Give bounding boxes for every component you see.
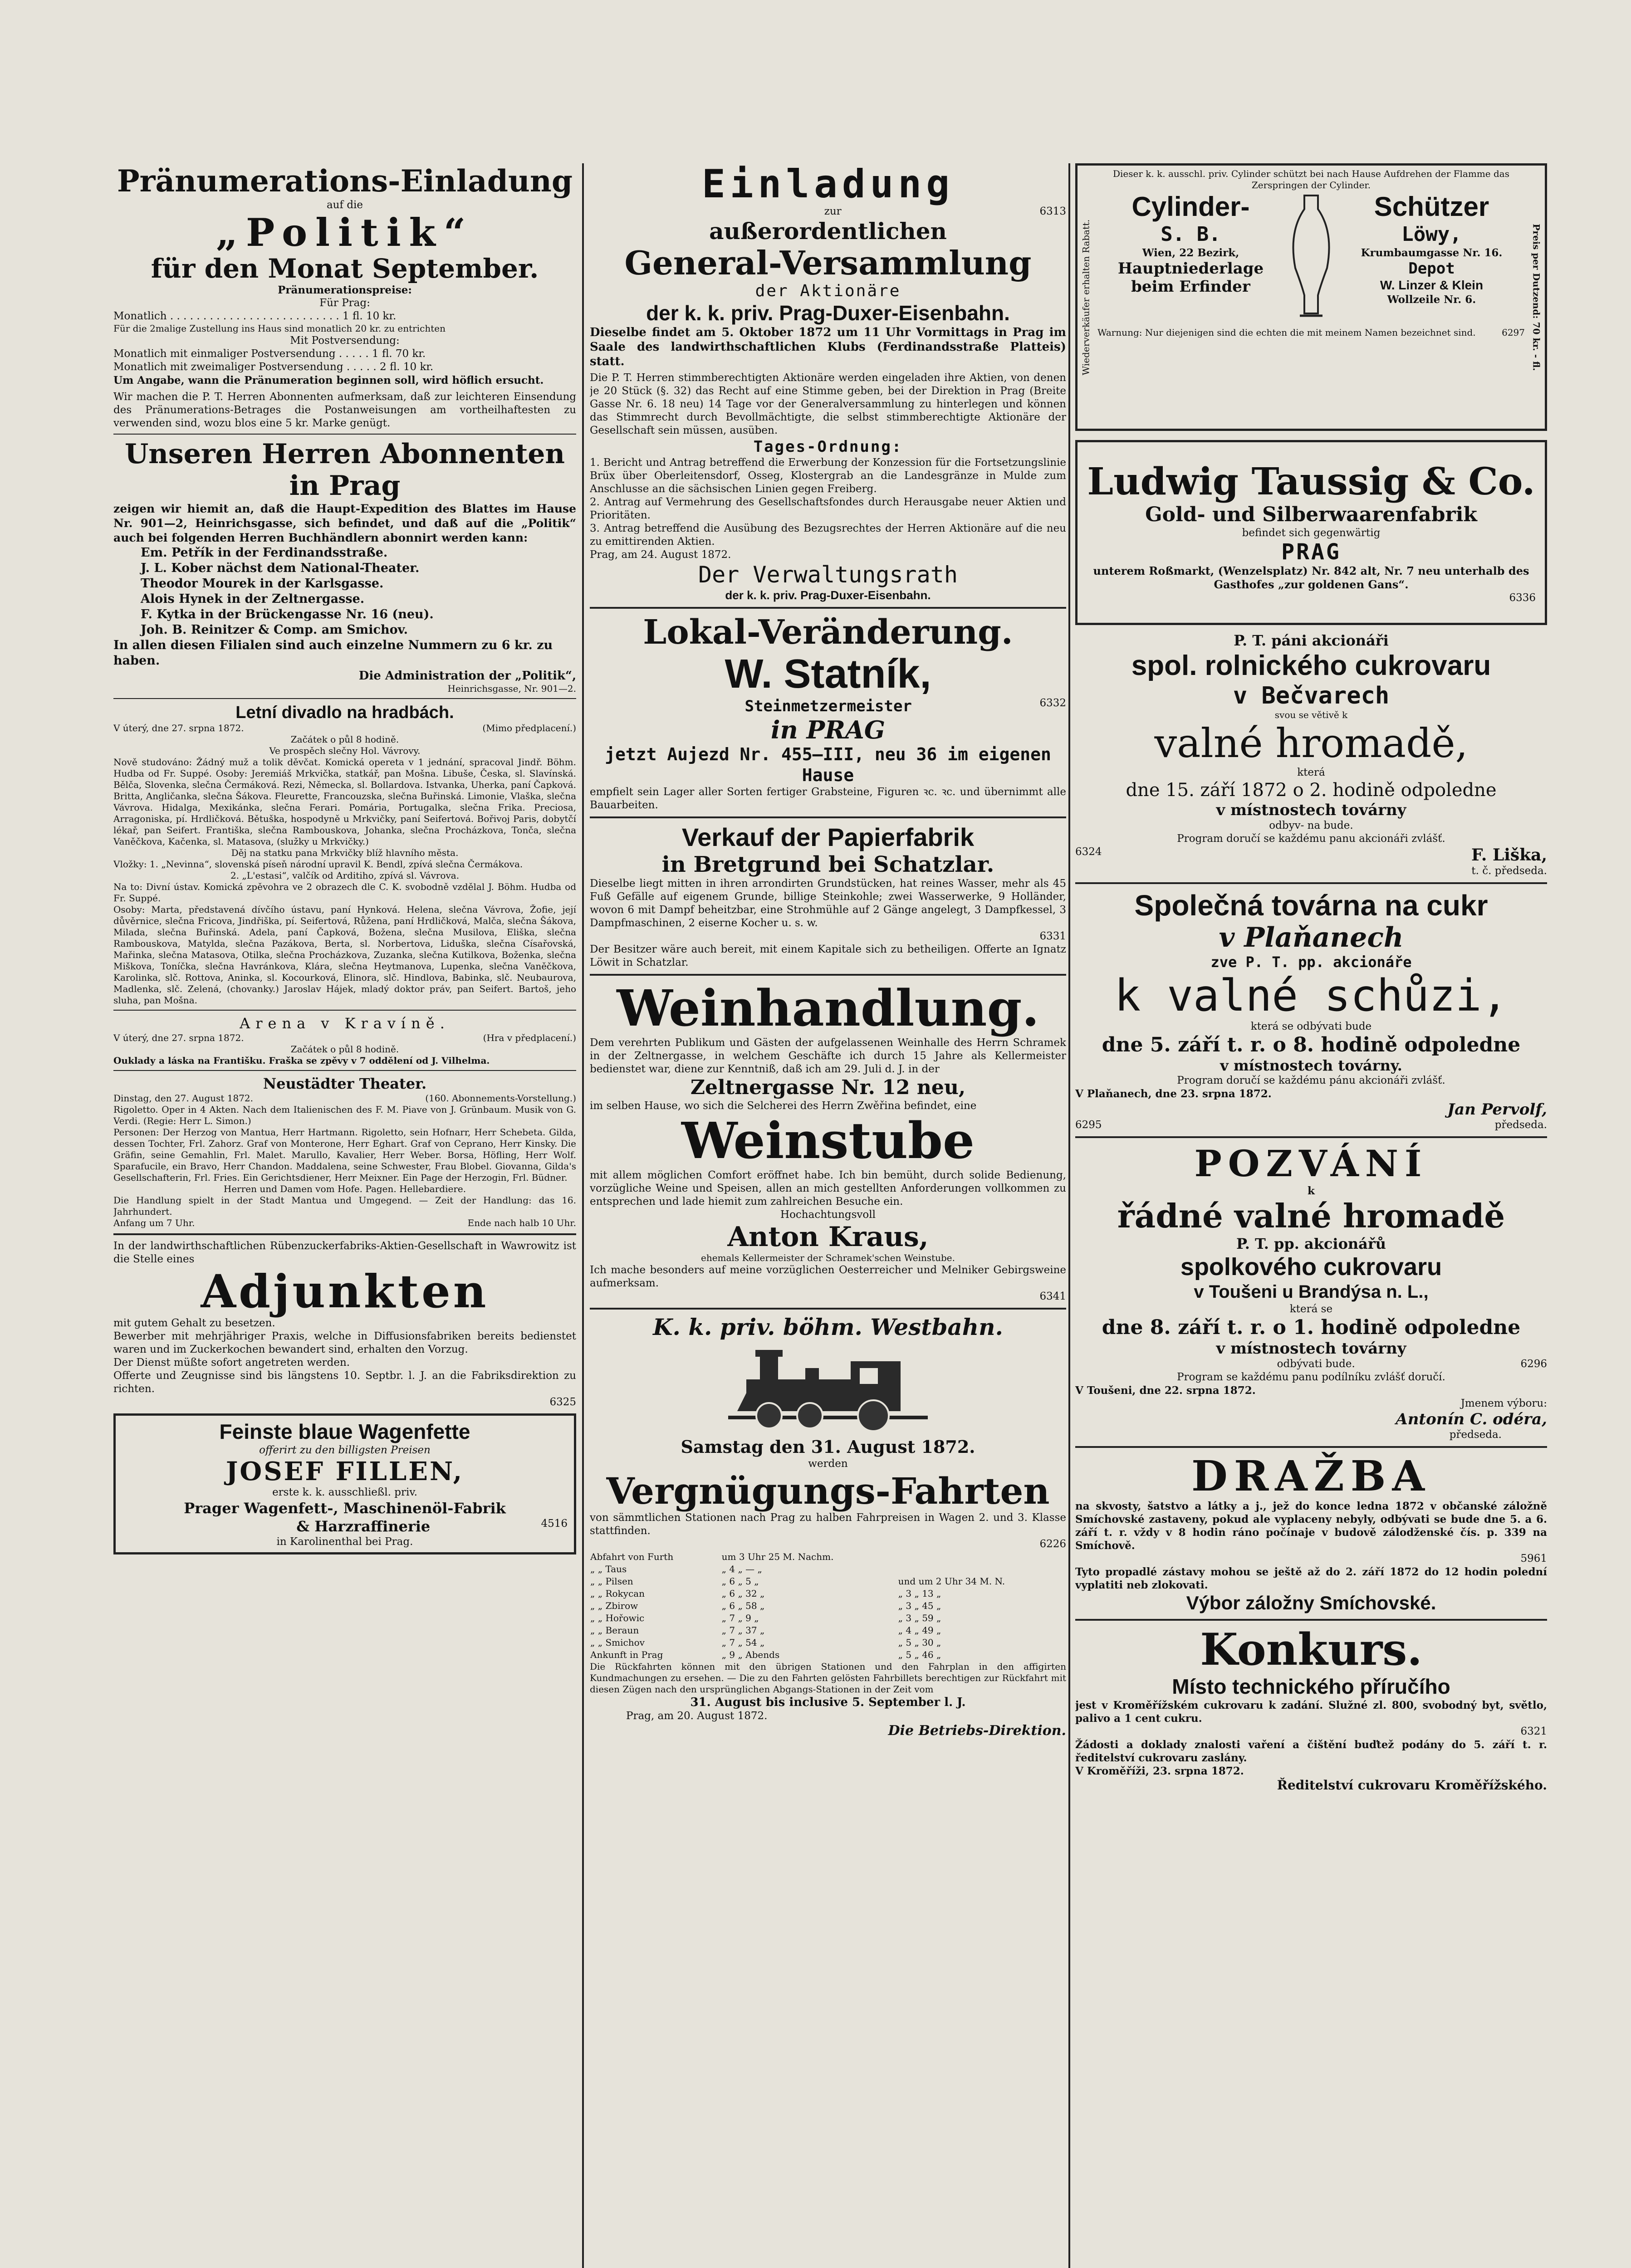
text: Vložky: 1. „Nevinna“, slovenská píseň národní upravil K. Bendl, zpívá slečna Čermákova. xyxy=(113,859,523,870)
cell: „ „ Beraun xyxy=(590,1625,639,1636)
text: Anfang um 7 Uhr. xyxy=(113,1217,195,1228)
text: Die Administration der „Politik“, xyxy=(358,669,576,683)
ad-subtitle: valné hromadě, xyxy=(1154,720,1468,767)
text: předseda. xyxy=(1449,1429,1502,1441)
cell: „ 5 „ 46 „ xyxy=(898,1649,941,1660)
text: Der Dienst müßte sofort angetreten werden. xyxy=(113,1357,350,1369)
ad-subtitle: řádné valné hromadě xyxy=(1117,1197,1505,1235)
theatre-letni xyxy=(113,703,576,1006)
ad-title: Lokal-Veränderung. xyxy=(643,613,1013,652)
ad-subtitle: Vergnügungs-Fahrten xyxy=(606,1470,1050,1512)
ad-adjunkten xyxy=(113,1240,576,1409)
ad-abonnenten xyxy=(113,438,576,694)
text: v Toušeni u Brandýsa n. L., xyxy=(1194,1282,1429,1302)
text: P. T. pp. akcionářů xyxy=(1236,1235,1386,1252)
text: Personen: Der Herzog von Mantua, Herr Hartmann. Rigoletto, sein Hofnarr, Herr Schebeta. Gilda, dessen Tochter, Frl. Zahorz. Graf von Monterone, Herr Eghart. Graf von Ceprano, Herr Kinsky. Die Gräfin, seine Gemahlin, Frl. Malet. Marullo, Kavalier, Herr Weber. Borsa, Höfling, Herr Wolf. Sparafucile, ein Bravo, Herr Chandon. Maddalena, seine Schwester, Frau Blobel. Giovanna, Gilda's Gesellschafterin, Frl. Fries. Ein Gerichtsdiener, Herr Meixner. Ein Page der Herzogin, Frl. Büdner. xyxy=(113,1127,576,1183)
warning-row xyxy=(1097,327,1525,338)
divider xyxy=(113,1233,576,1235)
divider xyxy=(113,698,576,699)
text: Prager Wagenfett-, Maschinenöl-Fabrik xyxy=(184,1500,506,1517)
text: Um Angabe, wann die Pränumeration beginnen soll, wird höflich ersucht. xyxy=(113,374,544,386)
text: k xyxy=(1308,1185,1315,1197)
text: v Bečvarech xyxy=(1233,682,1390,709)
table-row xyxy=(590,1649,1066,1661)
time-row xyxy=(113,1217,576,1229)
ad-number: 6341 xyxy=(1039,1290,1066,1302)
cell: „ „ Rokycan xyxy=(590,1588,645,1599)
ad-number: 4516 xyxy=(541,1518,568,1530)
price-line: Monatlich mit einmaliger Postversendung . . . . . 1 fl. 70 kr. xyxy=(113,348,426,360)
text: ehemals Kellermeister der Schramek'schen Weinstube. xyxy=(700,1252,955,1263)
table-row xyxy=(590,1600,1066,1612)
ad-title: Feinste blaue Wagenfette xyxy=(219,1420,470,1443)
text: Program doručí se každému pánu akcionáři zvlášť. xyxy=(1177,1075,1445,1086)
text: Pränumerationspreise: xyxy=(278,284,412,296)
divider xyxy=(590,1308,1066,1310)
timetable xyxy=(590,1551,1066,1661)
cell xyxy=(898,1563,1066,1575)
cell: „ „ Smichov xyxy=(590,1637,645,1648)
side-text-right xyxy=(1528,166,1545,429)
ad-subtitle: k valné schůzi, xyxy=(1114,970,1508,1021)
divider xyxy=(1075,1136,1547,1138)
text: Wiederverkäufer erhalten Rabatt. xyxy=(1080,219,1092,375)
text: mit allem möglichen Comfort eröffnet habe. Ich bin bemüht, durch solide Bedienung, vorzügliche Weine und Speisen, allen an mich gestellten Anforderungen vollkommen zu entsprechen und lade hiemit zum zahlreichen Besuche ein. xyxy=(590,1169,1066,1207)
table-row xyxy=(590,1563,1066,1575)
text: Preis per Dutzend: 70 kr. - fl. xyxy=(1531,223,1542,371)
text: W. Linzer & Klein xyxy=(1380,278,1484,292)
text: Dieselbe findet am 5. Oktober 1872 um 11 Uhr Vormittags in Prag im Saale des landwirthschaftlichen Klubs (Ferdinandsstraße Platteis) statt. xyxy=(590,326,1066,368)
section-title: Arena v Kravíně. xyxy=(240,1015,450,1032)
text: Začátek o půl 8 hodině. xyxy=(290,734,399,745)
ad-number: 6321 xyxy=(1520,1725,1547,1737)
theatre-arena xyxy=(113,1014,576,1066)
text: dne 8. září t. r. o 1. hodině odpoledne xyxy=(1102,1316,1521,1339)
cylinder-body xyxy=(1097,191,1525,327)
ad-number: 6295 xyxy=(1075,1119,1102,1131)
text: Steinmetzermeister xyxy=(744,697,912,715)
ad-title: Pränumerations-Einladung xyxy=(117,163,573,199)
cell: „ 3 „ 45 „ xyxy=(898,1600,941,1611)
text: Die Handlung spielt in der Stadt Mantua und Umgegend. — Zeit der Handlung: das 16. Jahrhundert. xyxy=(113,1195,576,1217)
text: Die P. T. Herren stimmberechtigten Aktionäre werden eingeladen ihre Aktien, von denen je 20 Stück (§. 32) das Recht auf eine Stimme geben, bei der Direktion in Prag (Breite Gasse Nr. 6. 18 neu) 14 Tage vor der Generalversammlung zu hinterlegen und können das Stimmrecht durch Bevollmächtigte, die selbst stimmberechtigte Aktionäre der Gesellschaft sein müssen, ausüben. xyxy=(590,372,1066,436)
lamp-cylinder-icon xyxy=(1284,191,1338,327)
ad-number: 6296 xyxy=(1520,1358,1547,1370)
ad-title: Verkauf der Papierfabrik xyxy=(681,823,975,851)
text: der k. k. priv. Prag-Duxer-Eisenbahn. xyxy=(646,301,1010,325)
column-right xyxy=(1075,163,1547,2268)
cell: „ 7 „ 54 „ xyxy=(721,1637,765,1648)
text: Ich mache besonders auf meine vorzüglichen Oesterreicher und Melniker Gebirgsweine aufmerksam. xyxy=(590,1264,1066,1289)
signature: F. Liška, xyxy=(1471,846,1547,865)
ad-number: 6226 xyxy=(1039,1538,1066,1550)
ad-westbahn xyxy=(590,1314,1066,1739)
ad-pozvani xyxy=(1075,1143,1547,1442)
section-title: Tages-Ordnung: xyxy=(753,438,903,456)
signature: Ředitelství cukrovaru Kroměřížského. xyxy=(1277,1778,1547,1793)
text: Žádosti a doklady znalosti vaření a čištění buďtež podány do 5. září t. r. ředitelství cukrovaru zaslány. xyxy=(1075,1739,1547,1764)
cell: um 3 Uhr 25 M. Nachm. xyxy=(721,1551,834,1562)
ad-konkurs xyxy=(1075,1625,1547,1793)
text: von sämmtlichen Stationen nach Prag zu halben Fahrpreisen in Wagen 2. und 3. Klasse stattfinden. xyxy=(590,1512,1066,1537)
list-item: F. Kytka in der Brückengasse Nr. 16 (neu). xyxy=(141,607,434,621)
text: zur xyxy=(824,205,842,217)
cylinder-left xyxy=(1097,191,1284,327)
text: PRAG xyxy=(1281,539,1341,565)
list-item: J. L. Kober nächst dem National-Theater. xyxy=(141,561,420,575)
cell: „ 6 „ 32 „ xyxy=(721,1588,765,1599)
cell xyxy=(898,1551,1066,1563)
divider xyxy=(590,816,1066,818)
ad-title: Einladung xyxy=(702,163,954,207)
text: In allen diesen Filialen sind auch einzelne Nummern zu 6 kr. zu haben. xyxy=(113,638,553,668)
ad-number: 6325 xyxy=(549,1396,576,1408)
text: dne 5. září t. r. o 8. hodině odpoledne xyxy=(1102,1033,1521,1056)
text: předseda. xyxy=(1494,1119,1547,1131)
signature: Jan Pervolf, xyxy=(1447,1100,1547,1119)
text: Wir machen die P. T. Herren Abonnenten aufmerksam, daß zur leichteren Einsendung des Pränumerations-Betrages die Postanweisungen am vortheilhaftesten zu verwenden sind, wozu blos eine 5 kr. Marke genügt. xyxy=(113,391,576,429)
text: Zeltnergasse Nr. 12 neu, xyxy=(690,1076,966,1099)
text: Dieselbe liegt mitten in ihren arrondirten Grundstücken, hat reines Wasser, mehr als 45 Fuß Gefälle auf eigenem Grunde, billige Steinkohle; zwei Wasserwerke, 9 Holländer, wovon 6 mit Dampf beheitzbar, eine Strohmühle auf 2 Gänge angelegt, 3 Dampfkessel, 3 Dampfmaschinen, 2 eiserne Kocher u. s. w. xyxy=(590,878,1066,929)
text: Hauptniederlage beim Erfinder xyxy=(1117,259,1264,296)
text: werden xyxy=(808,1458,848,1470)
cell: „ 4 „ 49 „ xyxy=(898,1625,941,1636)
text: v Plaňanech xyxy=(1219,922,1404,953)
table-row xyxy=(590,1575,1066,1588)
ad-title: Cylinder- xyxy=(1131,191,1250,222)
cell: Abfahrt von Furth xyxy=(590,1551,674,1562)
text: odbyv- na bude. xyxy=(1269,820,1353,831)
row xyxy=(122,1517,568,1535)
ad-number: 6332 xyxy=(1039,697,1066,709)
text: zeigen wir hiemit an, daß die Haupt-Expedition des Blattes im Hause Nr. 901—2, Heinrichsgasse, sich befindet, und daß auf die „Politik“ auch bei folgenden Herren Buchhändlern abonnirt werden kann: xyxy=(113,502,576,544)
list-item: Theodor Mourek in der Karlsgasse. xyxy=(141,577,384,591)
cell: „ „ Zbirow xyxy=(590,1600,638,1611)
cell: „ 7 „ 37 „ xyxy=(721,1625,765,1636)
text: auf die xyxy=(326,199,363,211)
ad-verkauf xyxy=(590,823,1066,969)
table-row xyxy=(590,1637,1066,1649)
text: svou se větivě k xyxy=(1274,709,1348,720)
text: in Bretgrund bei Schatzlar. xyxy=(661,852,994,877)
ad-becvary xyxy=(1075,631,1547,878)
ad-subtitle: General-Versammlung xyxy=(624,244,1032,282)
text: Warnung: Nur diejenigen sind die echten die mit meinem Namen bezeichnet sind. xyxy=(1097,327,1476,338)
text: Offerte und Zeugnisse sind bis längstens 10. Septbr. l. J. an die Fabriksdirektion zu richten. xyxy=(113,1370,576,1395)
signature: Výbor záložny Smíchovské. xyxy=(1186,1592,1436,1613)
table-row xyxy=(590,1624,1066,1637)
text: V Kroměříži, 23. srpna 1872. xyxy=(1075,1765,1244,1777)
text: 31. August bis inclusive 5. September l. J. xyxy=(690,1696,966,1709)
text: erste k. k. ausschließl. priv. xyxy=(272,1486,417,1498)
ad-taussig xyxy=(1075,440,1547,625)
text: Depot xyxy=(1408,259,1455,278)
text: Na to: Divní ústav. Komická zpěvohra ve 2 obrazech dle C. K. svobodně vzdělal J. Böhm. Hudba od Fr. Suppé. xyxy=(113,881,576,904)
text: unterem Roßmarkt, (Wenzelsplatz) Nr. 842 alt, Nr. 7 neu unterhalb des Gasthofes „zur goldenen Gans“. xyxy=(1093,564,1529,591)
ad-title: POZVÁNÍ xyxy=(1194,1142,1428,1185)
text: která se xyxy=(1289,1303,1333,1315)
ad-title: Konkurs. xyxy=(1200,1624,1422,1675)
text: Die Rückfahrten können mit den übrigen Stationen und den Fahrplan in den affigirten Kundmachungen zu ersehen. — Die zu den Fahrten gelösten Fahrbillets berechtigen zur Rückfahrt mit diesen Zügen nach den ursprünglichen Abgangs-Stationen in der Zeit vom xyxy=(590,1661,1066,1695)
text: der Aktionäre xyxy=(755,282,901,300)
text: 2. Antrag auf Vermehrung des Gesellschaftsfondes durch Herausgabe neuer Aktien und Prioritäten. xyxy=(590,496,1066,521)
text: der k. k. priv. Prag-Duxer-Eisenbahn. xyxy=(725,588,931,602)
cell: Ankunft in Prag xyxy=(590,1649,663,1660)
divider xyxy=(113,434,576,435)
text: Der Besitzer wäre auch bereit, mit einem Kapitale sich zu betheiligen. Offerte an Ignatz Löwit in Schatzlar. xyxy=(590,943,1066,968)
text: im selben Hause, wo sich die Selcherei des Herrn Zwěřina befindet, eine xyxy=(590,1100,977,1112)
text: Samstag den 31. August 1872. xyxy=(681,1437,975,1457)
text: která se odbývati bude xyxy=(1250,1021,1372,1032)
ad-cylinder xyxy=(1075,163,1547,431)
ad-number: 6313 xyxy=(1039,205,1066,217)
theatre-neustadter xyxy=(113,1075,576,1229)
divider xyxy=(113,1010,576,1011)
text: v místnostech továrny xyxy=(1216,801,1406,819)
date-row xyxy=(113,1032,576,1044)
signature: Der Verwaltungsrath xyxy=(698,562,958,588)
ad-title: DRAŽBA xyxy=(1191,1452,1431,1501)
price-line: Monatlich . . . . . . . . . . . . . . . . . . . . . . . . . . 1 fl. 10 kr. xyxy=(113,310,397,322)
text: Wollzeile Nr. 6. xyxy=(1387,293,1476,306)
text: Nově studováno: Žádný muž a tolik děvčat. Komická opereta v 1 jednání, spracoval Jindř. Böhm. Hudba od Fr. Suppé. Osoby: Jeremiáš Mrkvička, statkář, pan Mošna. Libuše, Česka, sl. Slavínská. Bělča, Slovenka, slečna Čermáková. Rezi, Německa, sl. Bollardova. Istvanka, Uherka, paní Čapková. Britta, Angličanka, slečna Šákova. Fleurette, Francouzska, slečna Buřinská. Limonie, Vlaška, slečna Vávrova. Hidalga, Mexikánka, slečna Ferari. Pomária, Portugalka, slečna Frika. Preciosa, Arragoniska, pí. Hrdličková. Bětuška, hospodyně u Mrkvičky, paní Seifertová. Bořivoj Paris, dobytčí lékař, pan Seifert. Františka, slečna Rambouskova, Johanka, slečna Procházkova, Tonča, slečna Vaněčkova, Kačenka, sl. Matasova, (služky u Mrkvičky.) xyxy=(113,757,576,847)
section-title: Neustädter Theater. xyxy=(263,1075,427,1092)
ad-number: 6336 xyxy=(1509,592,1536,604)
paper-name: „Politik“ xyxy=(216,210,474,255)
text: Herren und Damen vom Hofe. Pagen. Hellebardiere. xyxy=(223,1183,466,1194)
cell: „ 9 „ Abends xyxy=(721,1649,780,1660)
ad-lokal xyxy=(590,613,1066,812)
ad-weinhandlung xyxy=(590,980,1066,1303)
table-row xyxy=(590,1551,1066,1563)
company-name: W. Statník, xyxy=(725,651,931,697)
text: 3. Antrag betreffend die Ausübung des Bezugsrechtes der Herren Aktionäre auf die neu zu emittirenden Aktien. xyxy=(590,523,1066,547)
price-line: Monatlich mit zweimaliger Postversendung . . . . . 2 fl. 10 kr. xyxy=(113,361,434,373)
company-name: JOSEF FILLEN, xyxy=(225,1457,464,1486)
text: Gold- und Silberwaarenfabrik xyxy=(1145,503,1477,526)
cylinder-right xyxy=(1338,191,1525,327)
text: V Plaňanech, dne 23. srpna 1872. xyxy=(1075,1088,1272,1100)
divider xyxy=(113,1070,576,1071)
text: außerordentlichen xyxy=(709,218,947,244)
cell: „ 7 „ 9 „ xyxy=(721,1613,759,1623)
row xyxy=(590,205,1066,218)
ad-fillen xyxy=(113,1413,576,1554)
text: empfielt sein Lager aller Sorten fertiger Grabsteine, Figuren ꝛc. ꝛc. und übernimmt alle Bauarbeiten. xyxy=(590,786,1066,811)
signature: Die Betriebs-Direktion. xyxy=(888,1723,1066,1739)
text: mit gutem Gehalt zu besetzen. xyxy=(113,1317,275,1329)
list-item: Alois Hynek in der Zeltnergasse. xyxy=(141,592,365,606)
ad-title: Schützer xyxy=(1374,191,1489,222)
ad-title: spol. rolnického cukrovaru xyxy=(1131,650,1491,681)
text: Děj na statku pana Mrkvičky blíž hlavního města. xyxy=(231,847,459,858)
text: Program se každému panu podílníku zvlášť doručí. xyxy=(1177,1371,1445,1383)
ad-number: 5961 xyxy=(1520,1553,1547,1564)
text: Rigoletto. Oper in 4 Akten. Nach dem Italienischen des F. M. Piave von J. Grünbaum. Musik von G. Verdi. (Regie: Herr L. Simon.) xyxy=(113,1104,576,1126)
text: in Karolinenthal bei Prag. xyxy=(276,1536,413,1548)
cell: „ 6 „ 58 „ xyxy=(721,1600,765,1611)
text: odbývati bude. xyxy=(1277,1358,1355,1370)
text: Jmenem výboru: xyxy=(1460,1398,1547,1409)
column-left xyxy=(113,163,576,2268)
text: Bewerber mit mehrjähriger Praxis, welche in Diffusionsfabriken bereits bedienstet waren und im Zuckerkochen bewandert sind, erhalten den Vorzug. xyxy=(113,1330,576,1355)
text: v místnostech továrny xyxy=(1216,1339,1406,1358)
text: Prag, am 24. August 1872. xyxy=(590,549,731,561)
list-item: Em. Petřík in der Ferdinandsstraße. xyxy=(141,546,388,560)
date-row xyxy=(113,723,576,734)
month-line: für den Monat September. xyxy=(151,253,539,284)
text: která xyxy=(1297,767,1325,778)
ad-subtitle: Weinstube xyxy=(681,1111,975,1170)
ad-drazba xyxy=(1075,1452,1547,1614)
text: Začátek o půl 8 hodině. xyxy=(290,1044,399,1055)
ad-einladung xyxy=(590,163,1066,602)
text: v místnostech továrny. xyxy=(1220,1057,1402,1074)
ad-title: Ludwig Taussig & Co. xyxy=(1087,460,1535,503)
text: (Mimo předplacení.) xyxy=(482,723,576,733)
text: 2. „L'estasi“, valčík od Arditiho, zpívá sl. Vávrova. xyxy=(230,870,460,881)
list-item: Joh. B. Reinitzer & Comp. am Smichov. xyxy=(141,623,408,637)
section-title: Letní divadlo na hradbách. xyxy=(235,703,454,722)
ad-title: Adjunkten xyxy=(201,1265,489,1318)
text: (Hra v předplacení.) xyxy=(483,1032,576,1043)
text: Krumbaumgasse Nr. 16. xyxy=(1361,247,1503,259)
row xyxy=(1075,1358,1547,1371)
title-row xyxy=(590,163,1066,205)
signature: Antonín C. odéra, xyxy=(1396,1410,1547,1428)
text: in PRAG xyxy=(770,715,886,744)
text: Oukladу a láska na Františku. Fraška se zpěvy v 7 oddělení od J. Vilhelma. xyxy=(113,1055,490,1066)
text: Dem verehrten Publikum und Gästen der aufgelassenen Weinhalle des Herrn Schramek in der Zeltnergasse, in welchem Geschäfte ich durch 15 Jahre als Kellermeister bedienstet war, diene zur Kenntniß, daß ich am 29. Juli d. J. in der xyxy=(590,1037,1066,1075)
divider xyxy=(1075,882,1547,884)
text: offerirt zu den billigsten Preisen xyxy=(259,1444,431,1456)
side-text-left xyxy=(1078,166,1095,429)
text: dne 15. září 1872 o 2. hodině odpoledne xyxy=(1126,780,1497,801)
cell: „ 5 „ 30 „ xyxy=(898,1637,941,1648)
divider xyxy=(590,974,1066,976)
cell: „ 6 „ 5 „ xyxy=(721,1576,759,1587)
cell: und um 2 Uhr 34 M. N. xyxy=(898,1576,1005,1587)
row xyxy=(1075,846,1547,865)
column-rule xyxy=(1068,163,1070,2268)
text: Heinrichsgasse, Nr. 901—2. xyxy=(447,683,576,694)
ad-number: 6331 xyxy=(1039,930,1066,942)
ad-title: Weinhandlung. xyxy=(617,979,1039,1037)
text: Program doručí se každému panu akcionáři zvlášť. xyxy=(1177,833,1445,845)
text: Osoby: Marta, představená dívčího ústavu, paní Hynková. Helena, slečna Vávrova, Žofie, její důvěrnice, slečna Fricova, Jindřiška, pí. Seifertová, Růžena, paní Hrdličková, Malča, slečna Šákova, Milada, slečna Buřinská. Adela, paní Čapková, Božena, slečna Musilova, Eliška, slečna Rambouskova, Matylda, slečna Pazákova, Berta, sl. Norbertova, Liduška, slečna Císařovská, Mařinka, slečna Matasova, Otilka, slečna Procházkova, Zuzanka, slečna Kutilkova, Boženka, slečna Miškova, Toníčka, slečna Havránkova, Klára, slečna Heytmanova, Lupenka, slečna Vaněčkova, Karolinka, slč. Rottova, Aninka, sl. Kocourková, Elinora, slč. Hindlova, Babinka, slč. Neubaurova, Madlenka, slč. Zelená, (chovanky.) Jaroslav Hájek, mladý doktor práv, pan Seifert. Bartoš, jeho sluha, pan Mošna. xyxy=(113,904,576,1006)
text: (160. Abonnements-Vorstellung.) xyxy=(425,1093,576,1104)
table-row xyxy=(590,1588,1066,1600)
cell: „ „ Hořowic xyxy=(590,1613,645,1623)
cell: „ 4 „ — „ xyxy=(721,1564,762,1574)
cell: „ 3 „ 59 „ xyxy=(898,1613,941,1623)
text: Ende nach halb 10 Uhr. xyxy=(467,1217,576,1228)
text: 1. Bericht und Antrag betreffend die Erwerbung der Konzession für die Fortsetzungslinie Brüx über Oberleitensdorf, Osseg, Klostergrab an die Landesgränze in Mulde zum Anschlusse an die sächsischen Linien gegen Freiberg. xyxy=(590,457,1066,495)
ad-title: K. k. priv. böhm. Westbahn. xyxy=(653,1314,1003,1340)
text: Místo technického příručího xyxy=(1172,1675,1450,1698)
text: Löwy, xyxy=(1401,223,1462,246)
text: t. č. předseda. xyxy=(1471,865,1547,877)
ad-planany xyxy=(1075,889,1547,1132)
column-middle xyxy=(590,163,1066,2268)
ad-pranumeration xyxy=(113,163,576,430)
text: jetzt Aujezd Nr. 455—III, neu 36 im eigenen Hause xyxy=(605,744,1051,785)
text: Für Prag: xyxy=(319,297,370,309)
row xyxy=(590,697,1066,716)
row xyxy=(1075,1119,1547,1132)
bookseller-list xyxy=(113,545,576,638)
text: Mit Postversendung: xyxy=(290,335,400,347)
text: Hochachtungsvoll xyxy=(780,1209,876,1221)
table-row xyxy=(590,1612,1066,1624)
text: & Harzraffinerie xyxy=(296,1518,431,1535)
date-row xyxy=(113,1093,576,1104)
ad-number: 6324 xyxy=(1075,846,1102,858)
ad-title: Společná továrna na cukr xyxy=(1134,889,1488,922)
text: V úterý, dne 27. srpna 1872. xyxy=(113,723,244,733)
text: Tyto propadlé zástavy mohou se ještě až do 2. září 1872 do 12 hodin polední vyplatiti neb zlokovati. xyxy=(1075,1566,1547,1591)
ad-number: 6297 xyxy=(1502,327,1525,338)
text: spolkového cukrovaru xyxy=(1180,1253,1442,1281)
text: P. T. páni akcionáři xyxy=(1234,632,1389,649)
text: na skvosty, šatstvo a látky a j., jež do konce ledna 1872 v občanské záložně Smíchovské zastaveny, pokud ale vyplaceny nebyly, odbývati se bude dne 5. a 6. září t. r. vždy v 8 hodin ráno počínaje v budově zálodženské čís. p. 339 na Smíchově. xyxy=(1075,1500,1547,1552)
signature: Anton Kraus, xyxy=(727,1221,929,1253)
text: Dinstag, den 27. August 1872. xyxy=(113,1093,254,1104)
text: Ve prospěch slečny Hol. Vávrovy. xyxy=(269,745,421,756)
text: Wien, 22 Bezirk, xyxy=(1142,247,1239,259)
text: Prag, am 20. August 1872. xyxy=(626,1710,768,1722)
cell: „ 3 „ 13 „ xyxy=(898,1588,941,1599)
price-line: Für die 2malige Zustellung ins Haus sind monatlich 20 kr. zu entrichten xyxy=(113,323,446,334)
divider xyxy=(590,607,1066,609)
text: S. B. xyxy=(1161,223,1221,246)
divider xyxy=(1075,1446,1547,1448)
text: jest v Kroměřížském cukrovaru k zadání. Služné zl. 800, svobodný byt, světlo, palivo a 1 cent cukru. xyxy=(1075,1699,1547,1725)
divider xyxy=(1075,1619,1547,1621)
text: In der landwirthschaftlichen Rübenzuckerfabriks-Aktien-Gesellschaft in Wawrowitz ist die Stelle eines xyxy=(113,1240,576,1265)
text: befindet sich gegenwärtig xyxy=(1242,527,1381,539)
text: Dieser k. k. ausschl. priv. Cylinder schützt bei nach Hause Aufdrehen der Flamme das Zerspringen der Cylinder. xyxy=(1113,168,1509,191)
column-rule xyxy=(582,163,584,2268)
cell: „ „ Pilsen xyxy=(590,1576,633,1587)
ad-title: Unseren Herren Abonnenten in Prag xyxy=(124,438,565,502)
locomotive-icon xyxy=(719,1343,937,1434)
text: zve P. T. pp. akcionáře xyxy=(1210,953,1412,971)
text: V Toušeni, dne 22. srpna 1872. xyxy=(1075,1384,1256,1397)
text: V úterý, dne 27. srpna 1872. xyxy=(113,1032,244,1043)
cell: „ „ Taus xyxy=(590,1564,627,1574)
